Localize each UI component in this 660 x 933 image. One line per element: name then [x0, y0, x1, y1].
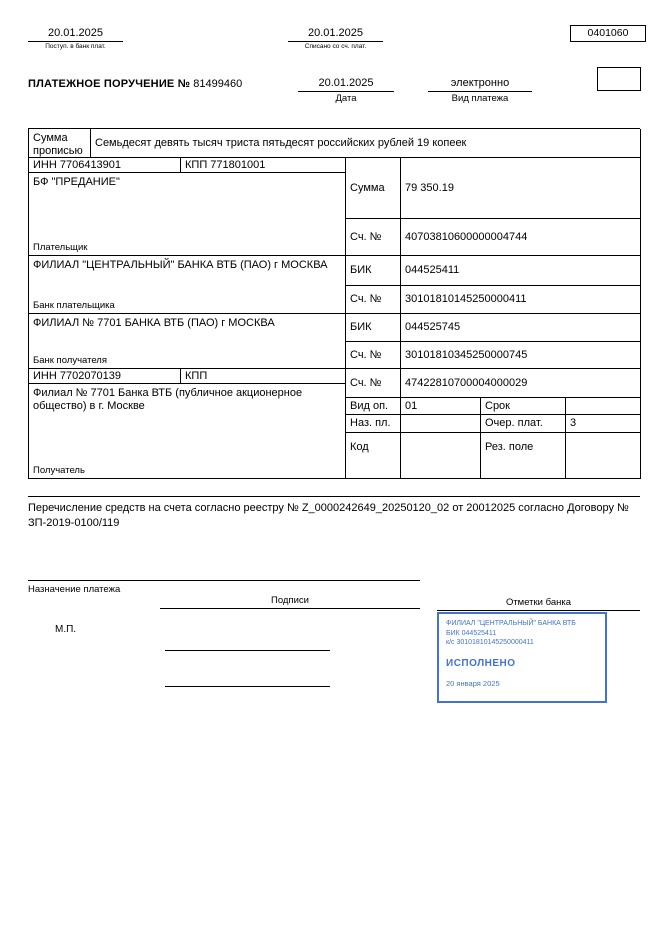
stamp-date: 20 января 2025 — [446, 678, 500, 688]
signature-line-1 — [165, 650, 330, 651]
payer-bank-label: Банк плательщика — [33, 300, 115, 311]
amount-words-label: Сумма прописью — [29, 129, 91, 158]
payer-bank-cell — [29, 256, 346, 314]
signatures-rule — [160, 608, 420, 609]
bank-stamp — [437, 612, 607, 703]
term-label: Срок — [481, 398, 566, 415]
reserve-label: Рез. поле — [481, 433, 566, 479]
document-title — [28, 78, 242, 90]
document-title-label: ПЛАТЕЖНОЕ ПОРУЧЕНИЕ № — [28, 78, 191, 90]
stamp-place-label: М.П. — [55, 624, 77, 635]
payer-account-label: Сч. № — [346, 219, 401, 256]
stamp-bik: БИК 044525411 — [446, 629, 497, 637]
payer-inn: ИНН 7706413901 — [29, 158, 181, 173]
term-value — [566, 398, 641, 415]
priority-value: 3 — [566, 415, 641, 433]
op-type-value: 01 — [401, 398, 481, 415]
code-label: Код — [346, 433, 401, 479]
amount-value: 79 350.19 — [401, 158, 641, 219]
purpose-kind-label: Наз. пл. — [346, 415, 401, 433]
signatures-label: Подписи — [271, 595, 309, 606]
payer-name: БФ "ПРЕДАНИЕ" — [33, 176, 120, 188]
debited-from-account-date: 20.01.2025 — [288, 27, 383, 42]
payment-kind-value: электронно — [428, 77, 532, 92]
received-in-bank-label: Поступ. в банк плат. — [45, 43, 106, 50]
purpose-top-rule — [28, 496, 640, 497]
stamp-corr-account: к/с 30101810145250000411 — [446, 639, 534, 646]
stamp-bank-name: ФИЛИАЛ "ЦЕНТРАЛЬНЫЙ" БАНКА ВТБ — [446, 620, 576, 627]
payer-account-value: 40703810600000004744 — [401, 219, 641, 256]
purpose-label: Назначение платежа — [28, 584, 121, 595]
document-number: 81499460 — [193, 78, 243, 90]
payee-cell — [29, 384, 346, 479]
amount-label: Сумма — [346, 158, 401, 219]
payee-bank-bik-label: БИК — [346, 314, 401, 342]
payee-bank-bik-value: 044525745 — [401, 314, 641, 342]
payee-account-label: Сч. № — [346, 369, 401, 398]
received-in-bank-date: 20.01.2025 — [28, 27, 123, 42]
payee-inn: ИНН 7702070139 — [29, 369, 181, 384]
payer-cell — [29, 173, 346, 256]
bank-marks-label: Отметки банка — [505, 597, 572, 608]
signature-line-2 — [165, 686, 330, 687]
form-code-box: 0401060 — [570, 25, 646, 42]
payment-order-table — [28, 128, 640, 479]
payee-name: Филиал № 7701 Банка ВТБ (публичное акционерное общество) в г. Москве — [33, 387, 303, 412]
stamp-status: ИСПОЛНЕНО — [446, 657, 516, 669]
reserve-value — [566, 433, 641, 479]
reserved-box — [597, 67, 641, 91]
document-date-label: Дата — [335, 93, 357, 104]
payee-account-value: 47422810700004000029 — [401, 369, 641, 398]
payer-bank-bik-value: 044525411 — [401, 256, 641, 286]
payer-kpp: КПП 771801001 — [181, 158, 346, 173]
debited-from-account-label: Списано со сч. плат. — [304, 43, 367, 50]
payer-bank-name: ФИЛИАЛ "ЦЕНТРАЛЬНЫЙ" БАНКА ВТБ (ПАО) г МОСКВА — [33, 259, 328, 271]
payee-kpp: КПП — [181, 369, 346, 384]
payee-bank-account-value: 30101810345250000745 — [401, 342, 641, 369]
code-value — [401, 433, 481, 479]
payer-bank-account-label: Сч. № — [346, 286, 401, 314]
payee-bank-name: ФИЛИАЛ № 7701 БАНКА ВТБ (ПАО) г МОСКВА — [33, 317, 275, 329]
payee-bank-account-label: Сч. № — [346, 342, 401, 369]
payee-label: Получатель — [33, 465, 85, 476]
amount-words-value: Семьдесят девять тысяч триста пятьдесят российских рублей 19 копеек — [91, 129, 641, 158]
payee-bank-cell — [29, 314, 346, 369]
purpose-bottom-rule — [28, 580, 420, 581]
priority-label: Очер. плат. — [481, 415, 566, 433]
purpose-text: Перечисление средств на счета согласно реестру № Z_0000242649_20250120_02 от 20012025 согласно Договору № ЗП-2019-0100/119 — [28, 502, 629, 529]
op-type-label: Вид оп. — [346, 398, 401, 415]
bank-marks-rule — [437, 610, 640, 611]
document-date: 20.01.2025 — [298, 77, 394, 92]
purpose-kind-value — [401, 415, 481, 433]
payer-bank-bik-label: БИК — [346, 256, 401, 286]
payer-bank-account-value: 30101810145250000411 — [401, 286, 641, 314]
payee-bank-label: Банк получателя — [33, 355, 107, 366]
payment-kind-label: Вид платежа — [451, 93, 509, 104]
payer-label: Плательщик — [33, 242, 88, 253]
